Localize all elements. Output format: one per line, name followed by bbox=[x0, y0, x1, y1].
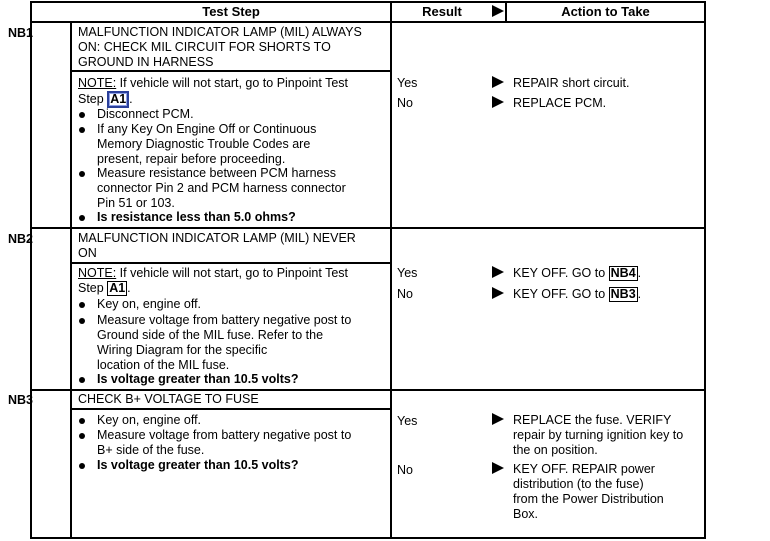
nb2-note-text: If vehicle will not start, go to Pinpoint Test Step bbox=[78, 266, 349, 295]
nb2-action-yes bbox=[513, 266, 701, 281]
nb1-note-prefix: NOTE: bbox=[78, 76, 117, 90]
header-result: Result bbox=[422, 4, 462, 19]
nb1-code: NB1 bbox=[8, 26, 34, 40]
bullet-icon bbox=[79, 418, 85, 424]
arrow-right-icon bbox=[492, 266, 504, 278]
bullet-icon bbox=[79, 433, 85, 439]
nb2-bottom-border bbox=[30, 389, 706, 391]
table-bottom-border bbox=[30, 537, 706, 539]
nb2-note bbox=[78, 266, 388, 296]
nb2-action-yes-end: . bbox=[637, 266, 642, 280]
nb1-note-text: If vehicle will not start, go to Pinpoint Test Step bbox=[78, 76, 349, 106]
nb1-bullet-1: Disconnect PCM. bbox=[97, 107, 194, 121]
header-bottom-border bbox=[30, 21, 706, 23]
nb3-action-no: KEY OFF. REPAIR power distribution (to the fuse) from the Power Distribution Box. bbox=[513, 462, 664, 521]
nb3-result-no: No bbox=[397, 463, 413, 477]
nb3-code: NB3 bbox=[8, 393, 34, 407]
table-left-border bbox=[30, 1, 32, 539]
nb2-bullet-1: Key on, engine off. bbox=[97, 297, 202, 311]
nb2-action-yes-text: KEY OFF. GO to bbox=[513, 266, 609, 280]
nb2-code: NB2 bbox=[8, 232, 34, 246]
header-arrow-icon bbox=[492, 5, 504, 17]
bullet-icon bbox=[79, 127, 85, 133]
bullet-icon bbox=[79, 215, 85, 221]
nb3-result-yes: Yes bbox=[397, 414, 418, 428]
nb1-bullet-3: Measure resistance between PCM harness connector Pin 2 and PCM harness connector Pin 51 or 103. bbox=[97, 166, 346, 210]
nb2-question: Is voltage greater than 10.5 volts? bbox=[97, 372, 299, 386]
nb1-bottom-border bbox=[30, 227, 706, 229]
header-test-step: Test Step bbox=[202, 4, 260, 19]
header-action: Action to Take bbox=[561, 4, 650, 19]
code-column-divider bbox=[70, 21, 72, 539]
arrow-right-icon bbox=[492, 287, 504, 299]
nb1-question: Is resistance less than 5.0 ohms? bbox=[97, 210, 296, 224]
nb3-action-yes: REPLACE the fuse. VERIFY repair by turning ignition key to the on position. bbox=[513, 413, 684, 457]
bullet-icon bbox=[79, 171, 85, 177]
bullet-icon bbox=[79, 302, 85, 308]
nb3-title: CHECK B+ VOLTAGE TO FUSE bbox=[78, 392, 259, 406]
nb2-note-end: . bbox=[127, 281, 131, 295]
bullet-icon bbox=[79, 318, 85, 324]
nb2-bullet-2: Measure voltage from battery negative post to Ground side of the MIL fuse. Refer to the Wiring Diagram for the specific location of the MIL fuse. bbox=[97, 313, 352, 372]
arrow-right-icon bbox=[492, 76, 504, 88]
nb1-action-no: REPLACE PCM. bbox=[513, 96, 607, 110]
nb2-result-no: No bbox=[397, 287, 413, 301]
nb1-result-no: No bbox=[397, 96, 413, 110]
nb3-question: Is voltage greater than 10.5 volts? bbox=[97, 458, 299, 472]
nb2-step-ref-a1[interactable]: A1 bbox=[109, 281, 126, 295]
nb2-note-prefix: NOTE: bbox=[78, 266, 117, 280]
nb2-result-yes: Yes bbox=[397, 266, 418, 280]
table-right-border bbox=[704, 1, 706, 539]
nb1-bullet-2: If any Key On Engine Off or Continuous Memory Diagnostic Trouble Codes are present, repair before proceeding. bbox=[97, 122, 317, 166]
nb1-title-divider bbox=[72, 70, 390, 72]
arrow-right-icon bbox=[492, 96, 504, 108]
arrow-right-icon bbox=[492, 413, 504, 425]
nb1-result-yes: Yes bbox=[397, 76, 418, 90]
nb2-action-no bbox=[513, 287, 701, 302]
nb3-bullet-2: Measure voltage from battery negative post to B+ side of the fuse. bbox=[97, 428, 352, 457]
nb3-bullet-1: Key on, engine off. bbox=[97, 413, 202, 427]
nb2-go-to-nb3-link[interactable]: NB3 bbox=[610, 287, 636, 301]
bullet-icon bbox=[79, 463, 85, 469]
nb2-title-divider bbox=[72, 262, 390, 264]
nb1-note bbox=[78, 76, 388, 108]
nb1-action-yes: REPAIR short circuit. bbox=[513, 76, 630, 90]
arrow-right-icon bbox=[492, 462, 504, 474]
result-column-divider bbox=[390, 1, 392, 539]
nb2-action-no-end: . bbox=[637, 287, 642, 301]
nb1-step-ref-a1[interactable]: A1 bbox=[107, 91, 129, 108]
nb2-go-to-nb4-link[interactable]: NB4 bbox=[610, 266, 636, 280]
bullet-icon bbox=[79, 112, 85, 118]
bullet-icon bbox=[79, 377, 85, 383]
nb3-title-divider bbox=[72, 408, 390, 410]
nb1-note-end: . bbox=[129, 92, 133, 106]
nb2-title: MALFUNCTION INDICATOR LAMP (MIL) NEVER ON bbox=[78, 231, 356, 260]
nb2-action-no-text: KEY OFF. GO to bbox=[513, 287, 609, 301]
nb1-title: MALFUNCTION INDICATOR LAMP (MIL) ALWAYS ON: CHECK MIL CIRCUIT FOR SHORTS TO GROUND IN HARNESS bbox=[78, 25, 362, 69]
table-top-border bbox=[30, 1, 706, 3]
